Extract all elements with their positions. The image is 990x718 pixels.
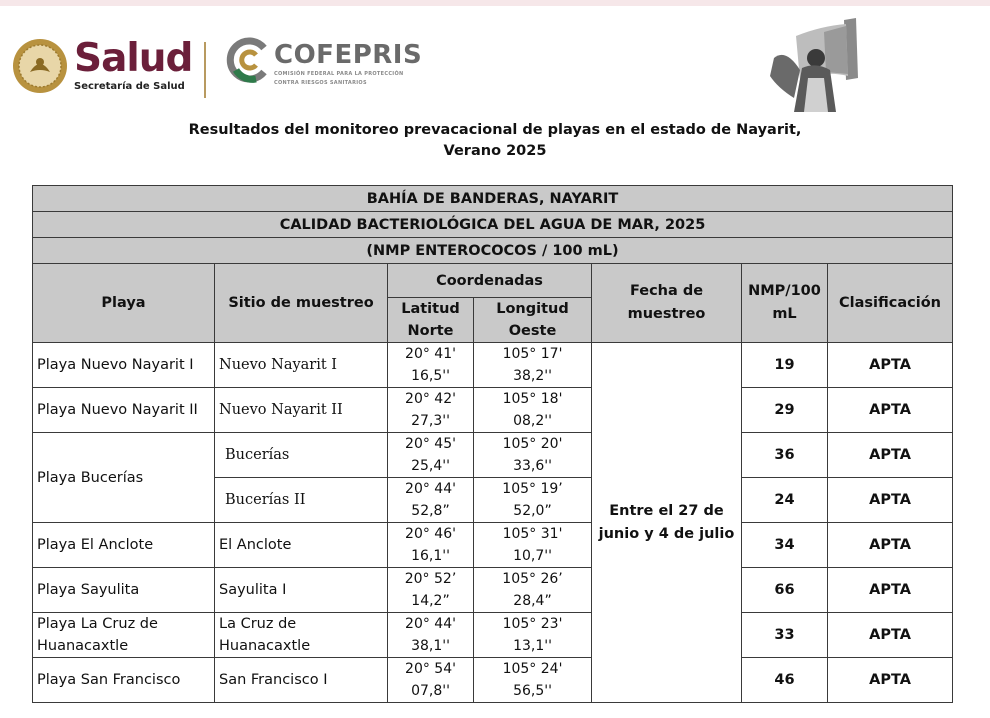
longitud-sec: 52,0” bbox=[513, 503, 552, 519]
cell-longitud bbox=[474, 388, 592, 433]
col-header-nmp-line-1: NMP/100 bbox=[748, 283, 821, 299]
fecha-line-1: Entre el 27 de bbox=[609, 502, 724, 519]
longitud-deg: 105° 17' bbox=[502, 346, 563, 362]
table-band-quality: CALIDAD BACTERIOLÓGICA DEL AGUA DE MAR, 2025 bbox=[33, 212, 953, 238]
cell-playa: Playa Nuevo Nayarit I bbox=[33, 343, 215, 388]
fecha-line-2: junio y 4 de julio bbox=[598, 525, 735, 542]
longitud-sec: 28,4” bbox=[513, 593, 552, 609]
cell-playa: Playa El Anclote bbox=[33, 523, 215, 568]
cell-clasificacion: APTA bbox=[828, 433, 953, 478]
longitud-sec: 33,6'' bbox=[513, 458, 552, 474]
table-row bbox=[33, 613, 953, 658]
longitud-deg: 105° 31' bbox=[502, 526, 563, 542]
cell-latitud bbox=[388, 343, 474, 388]
col-header-fecha-line-1: Fecha de bbox=[629, 283, 704, 299]
cell-nmp: 36 bbox=[742, 433, 828, 478]
longitud-deg: 105° 24' bbox=[502, 661, 563, 677]
cell-latitud bbox=[388, 388, 474, 433]
table-row bbox=[33, 658, 953, 703]
page-header bbox=[0, 6, 990, 116]
latitud-sec: 25,4'' bbox=[411, 458, 450, 474]
cell-nmp: 66 bbox=[742, 568, 828, 613]
results-table bbox=[32, 185, 953, 703]
longitud-deg: 105° 19’ bbox=[502, 481, 563, 497]
cell-latitud bbox=[388, 613, 474, 658]
col-header-playa: Playa bbox=[33, 264, 215, 343]
cofepris-subtitle-1: COMISIÓN FEDERAL PARA LA PROTECCIÓN bbox=[274, 71, 404, 77]
cell-clasificacion: APTA bbox=[828, 523, 953, 568]
table-row bbox=[33, 568, 953, 613]
col-header-latitud-line-2: Norte bbox=[407, 323, 454, 339]
col-header-nmp bbox=[742, 264, 828, 343]
cofepris-subtitle-2: CONTRA RIESGOS SANITARIOS bbox=[274, 80, 367, 86]
cell-longitud bbox=[474, 433, 592, 478]
latitud-deg: 20° 41' bbox=[405, 346, 456, 362]
longitud-deg: 105° 23' bbox=[502, 616, 563, 632]
latitud-deg: 20° 44' bbox=[405, 616, 456, 632]
cell-longitud bbox=[474, 613, 592, 658]
latitud-deg: 20° 46' bbox=[405, 526, 456, 542]
col-header-sitio: Sitio de muestreo bbox=[215, 264, 388, 343]
cell-latitud bbox=[388, 433, 474, 478]
cell-sitio: El Anclote bbox=[215, 523, 388, 568]
col-header-fecha bbox=[592, 264, 742, 343]
latitud-deg: 20° 44' bbox=[405, 481, 456, 497]
cell-clasificacion: APTA bbox=[828, 613, 953, 658]
cell-sitio: Nuevo Nayarit II bbox=[215, 388, 388, 433]
cell-longitud bbox=[474, 523, 592, 568]
cell-sitio: San Francisco I bbox=[215, 658, 388, 703]
table-band-units: (NMP ENTEROCOCOS / 100 mL) bbox=[33, 238, 953, 264]
longitud-sec: 10,7'' bbox=[513, 548, 552, 564]
col-header-nmp-line-2: mL bbox=[772, 306, 797, 322]
cell-longitud bbox=[474, 478, 592, 523]
cell-playa: Playa La Cruz de Huanacaxtle bbox=[33, 613, 215, 658]
longitud-deg: 105° 18' bbox=[502, 391, 563, 407]
latitud-sec: 27,3'' bbox=[411, 413, 450, 429]
cell-latitud bbox=[388, 568, 474, 613]
cell-playa: Playa San Francisco bbox=[33, 658, 215, 703]
document-title-line-1: Resultados del monitoreo prevacacional de playas en el estado de Nayarit, bbox=[188, 122, 802, 138]
col-header-longitud-line-1: Longitud bbox=[496, 301, 569, 317]
latitud-deg: 20° 54' bbox=[405, 661, 456, 677]
cell-clasificacion: APTA bbox=[828, 388, 953, 433]
cell-latitud bbox=[388, 478, 474, 523]
cell-sitio: La Cruz de Huanacaxtle bbox=[215, 613, 388, 658]
cell-nmp: 24 bbox=[742, 478, 828, 523]
cell-nmp: 34 bbox=[742, 523, 828, 568]
longitud-deg: 105° 26’ bbox=[502, 571, 563, 587]
col-header-coordenadas: Coordenadas bbox=[388, 264, 592, 298]
cell-playa: Playa Sayulita bbox=[33, 568, 215, 613]
cell-nmp: 33 bbox=[742, 613, 828, 658]
col-header-latitud bbox=[388, 298, 474, 343]
cell-sitio: Sayulita I bbox=[215, 568, 388, 613]
col-header-latitud-line-1: Latitud bbox=[401, 301, 460, 317]
latitud-deg: 20° 42' bbox=[405, 391, 456, 407]
longitud-sec: 38,2'' bbox=[513, 368, 552, 384]
table-row bbox=[33, 343, 953, 388]
cofepris-c-icon bbox=[226, 36, 270, 84]
latitud-sec: 52,8” bbox=[411, 503, 450, 519]
salud-title: Salud bbox=[74, 36, 193, 81]
table-row bbox=[33, 388, 953, 433]
header-divider bbox=[204, 42, 206, 98]
col-header-longitud bbox=[474, 298, 592, 343]
cell-nmp: 46 bbox=[742, 658, 828, 703]
latitud-sec: 38,1'' bbox=[411, 638, 450, 654]
cell-sitio: Bucerías II bbox=[215, 478, 388, 523]
latitud-sec: 14,2” bbox=[411, 593, 450, 609]
longitud-sec: 08,2'' bbox=[513, 413, 552, 429]
cell-clasificacion: APTA bbox=[828, 658, 953, 703]
cell-sitio: Bucerías bbox=[215, 433, 388, 478]
cell-latitud bbox=[388, 658, 474, 703]
cell-longitud bbox=[474, 343, 592, 388]
cell-longitud bbox=[474, 568, 592, 613]
cell-latitud bbox=[388, 523, 474, 568]
cell-clasificacion: APTA bbox=[828, 568, 953, 613]
cell-longitud bbox=[474, 658, 592, 703]
longitud-sec: 56,5'' bbox=[513, 683, 552, 699]
cell-fecha-muestreo bbox=[592, 343, 742, 703]
table-row bbox=[33, 433, 953, 478]
latitud-deg: 20° 45' bbox=[405, 436, 456, 452]
col-header-clasificacion: Clasificación bbox=[828, 264, 953, 343]
latitud-sec: 16,1'' bbox=[411, 548, 450, 564]
document-title bbox=[0, 120, 990, 162]
table-band-location: BAHÍA DE BANDERAS, NAYARIT bbox=[33, 186, 953, 212]
cell-sitio: Nuevo Nayarit I bbox=[215, 343, 388, 388]
col-header-fecha-line-2: muestreo bbox=[627, 306, 706, 322]
latitud-deg: 20° 52’ bbox=[404, 571, 457, 587]
cell-nmp: 29 bbox=[742, 388, 828, 433]
cell-clasificacion: APTA bbox=[828, 478, 953, 523]
cell-clasificacion: APTA bbox=[828, 343, 953, 388]
salud-subtitle: Secretaría de Salud bbox=[74, 81, 185, 92]
mexico-seal-icon bbox=[12, 38, 68, 94]
longitud-deg: 105° 20' bbox=[502, 436, 563, 452]
woman-with-flag-illustration bbox=[766, 18, 858, 114]
salud-logo bbox=[74, 36, 193, 92]
latitud-sec: 16,5'' bbox=[411, 368, 450, 384]
cofepris-title: COFEPRIS bbox=[274, 40, 423, 70]
document-title-line-2: Verano 2025 bbox=[443, 143, 547, 159]
table-row bbox=[33, 523, 953, 568]
cell-playa: Playa Nuevo Nayarit II bbox=[33, 388, 215, 433]
cell-playa: Playa Bucerías bbox=[33, 433, 215, 523]
cofepris-logo bbox=[274, 41, 422, 87]
col-header-longitud-line-2: Oeste bbox=[508, 323, 557, 339]
latitud-sec: 07,8'' bbox=[411, 683, 450, 699]
cell-nmp: 19 bbox=[742, 343, 828, 388]
longitud-sec: 13,1'' bbox=[513, 638, 552, 654]
